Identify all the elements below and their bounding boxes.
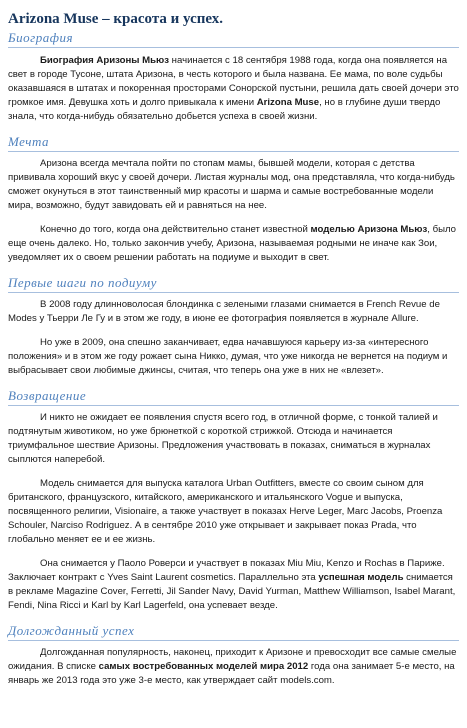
section-heading: Долгожданный успех bbox=[8, 623, 459, 641]
text-run: , но в глубине души твердо знала, что когда-нибудь обязательно добьется успеха в своей жизни. bbox=[8, 97, 441, 122]
paragraph bbox=[8, 557, 459, 613]
paragraph bbox=[8, 54, 459, 124]
paragraph bbox=[8, 477, 459, 547]
section-first-steps bbox=[8, 275, 459, 378]
paragraph bbox=[8, 646, 459, 688]
section-heading: Биография bbox=[8, 30, 459, 48]
section-comeback bbox=[8, 388, 459, 613]
paragraph bbox=[8, 298, 459, 326]
text-run: снимается в рекламе Magazine Cover, Ferretti, Jil Sander Navy, David Yurman, Matthew Williamson, Isabel Marant, Fendi, Nina Ricci и Karl by Karl Lagerfeld, она успевает везде. bbox=[8, 572, 456, 611]
text-run: , было еще очень далеко. Но, только закончив учебу, Аризона, называемая родными не иначе как Зои, уведомляет их о своем решении работать на подиуме и выходит в свет. bbox=[8, 224, 457, 263]
paragraph bbox=[8, 157, 459, 213]
text-run: начинается с 18 сентября 1988 года, когда она появляется на свет в городе Тусоне, штата Аризона, в честь которого и была названа. Ее мама, по воле судьбы оказавшаяся в штатах и покоренная просторами Сонорской пустыни, решила дать своей дочери это громкое имя. Девушка хоть и долго привыкала к имени bbox=[8, 55, 459, 108]
bold-text-run: моделью Аризона Мьюз bbox=[310, 224, 428, 235]
section-heading: Возвращение bbox=[8, 388, 459, 406]
text-run: Конечно до того, когда она действительно станет известной bbox=[40, 224, 311, 235]
text-run: года она занимает 5-е место, на январь же 2013 года это уже 3-е место, как утверждает сайт models.com. bbox=[8, 661, 455, 686]
text-run: В 2008 году длинноволосая блондинка с зелеными глазами снимается в French Revue de Modes у Тьерри Ле Гу и в этом же году, в июне ее фотография появляется в журнале Allure. bbox=[8, 299, 440, 324]
text-run: Она снимается у Паоло Роверси и участвует в показах Miu Miu, Kenzo и Rochas в Париже. Заключает контракт с Yves Saint Laurent cosmetics. Параллельно эта bbox=[8, 558, 445, 583]
section-biography bbox=[8, 30, 459, 124]
text-run: Долгожданная популярность, наконец, приходит к Аризоне и превосходит все самые смелые ожидания. В списке bbox=[8, 647, 457, 672]
bold-text-run: Биография Аризоны Мьюз bbox=[40, 55, 169, 66]
paragraph bbox=[8, 336, 459, 378]
section-heading: Первые шаги по подиуму bbox=[8, 275, 459, 293]
text-run: Но уже в 2009, она спешно заканчивает, едва начавшуюся карьеру из-за «интересного положения» и в этом же году рожает сына Никко, думая, что уже никогда не вернется на подиум и выбрасывает свои любимые джинсы, считая, что теперь она уже в них не «влезет». bbox=[8, 337, 448, 376]
text-run: И никто не ожидает ее появления спустя всего год, в отличной форме, с тонкой талией и подтянутым животиком, но уже брюнеткой с короткой стрижкой. Отсюда и начинается триумфальное шествие Аризоны. Предложения участвовать в показах, сниматься в журналах сыплются наперебой. bbox=[8, 412, 438, 465]
section-success bbox=[8, 623, 459, 688]
text-run: Модель снимается для выпуска каталога Urban Outfitters, вместе со своим сыном для британского, французского, китайского, американского и итальянского Vogue и выпуска, посвященного религии, Visionaire, а также участвует в показах Herve Leger, Marc Jacobs, Proenza Schouler, Narciso Rodriguez. А в сентябре 2010 уже открывает и закрывает показ Prada, что глобально меняет ее и ее жизнь. bbox=[8, 478, 443, 545]
bold-text-run: Arizona Muse bbox=[256, 97, 320, 108]
bold-text-run: самых востребованных моделей мира 2012 bbox=[98, 661, 309, 672]
document-title: Arizona Muse – красота и успех. bbox=[8, 11, 223, 27]
section-heading: Мечта bbox=[8, 134, 459, 152]
text-run: Аризона всегда мечтала пойти по стопам мамы, бывшей модели, которая с детства прививала хороший вкус у своей дочери. Листая журналы мод, она представляла, что когда-нибудь сможет окунуться в этот таинственный мир красоты и шарма и самые востребованные модели мира, возможно, будут завидовать ей и равняться на нее. bbox=[8, 158, 455, 211]
section-dream bbox=[8, 134, 459, 265]
paragraph bbox=[8, 411, 459, 467]
bold-text-run: успешная модель bbox=[318, 572, 404, 583]
paragraph bbox=[8, 223, 459, 265]
